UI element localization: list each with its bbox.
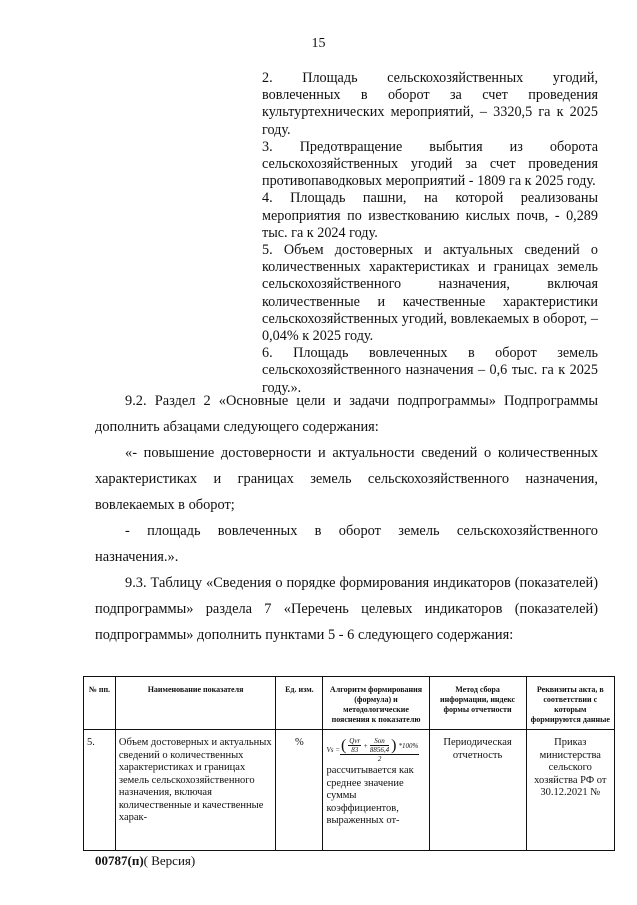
- indicator-item: 4. Площадь пашни, на которой реализованы мероприятия по известкованию кислых почв, - 0,289 тыс. га к 2024 году.: [262, 190, 598, 241]
- paragraph-quote-1: «- повышение достоверности и актуальности сведений о количественных характеристиках и границах земель сельскохозяйственного назначения, вовлекаемых в оборот;: [95, 445, 598, 513]
- indicator-item: 5. Объем достоверных и актуальных сведений о количественных характеристиках и границах земель сельскохозяйственного назначения, включая количественные и качественные характеристики сельскохозяйственных угодий, вовлекаемых в оборот, – 0,04% к 2025 году.: [262, 242, 598, 345]
- footer-suffix: ( Версия): [143, 853, 196, 868]
- header-act: Реквизиты акта, в соответствии с которым формируются данные: [526, 677, 614, 730]
- table-header-row: [84, 677, 615, 730]
- table-row: [84, 730, 615, 851]
- body-text: [95, 388, 598, 648]
- header-method: Метод сбора информации, индекс формы отчетности: [429, 677, 526, 730]
- cell-act: Приказ министерства сельского хозяйства РФ от 30.12.2021 №: [526, 730, 614, 851]
- quoted-indicator-list: [262, 70, 598, 397]
- paragraph-quote-2: - площадь вовлеченных в оборот земель сельскохозяйственного назначения.».: [95, 523, 598, 565]
- formula-denominator: 2: [377, 755, 382, 763]
- header-unit: Ед. изм.: [276, 677, 323, 730]
- algorithm-text: рассчитывается как среднее значение суммы коэффициентов, выраженных от-: [326, 765, 414, 826]
- header-indicator-name: Наименование показателя: [115, 677, 275, 730]
- cell-indicator-name: Объем достоверных и актуальных сведений о количественных характеристиках и границах земель сельскохозяйственного назначения, включая количественные и качественные харак-: [115, 730, 275, 851]
- paragraph-9-3: 9.3. Таблицу «Сведения о порядке формирования индикаторов (показателей) подпрограммы» раздела 7 «Перечень целевых индикаторов (показателей) подпрограммы» дополнить пунктами 5 - 6 следующего содержания:: [95, 575, 598, 643]
- indicator-item: 2. Площадь сельскохозяйственных угодий, вовлеченных в оборот за счет проведения культуртехнических мероприятий, – 3320,5 га к 2025 году.: [262, 70, 598, 138]
- cell-unit: %: [276, 730, 323, 851]
- cell-algorithm: [323, 730, 429, 851]
- page-number: 15: [311, 36, 326, 51]
- cell-number: 5.: [84, 730, 116, 851]
- paragraph-9-2: 9.2. Раздел 2 «Основные цели и задачи подпрограммы» Подпрограммы дополнить абзацами следующего содержания:: [95, 393, 598, 435]
- footer-version: [95, 853, 195, 869]
- formula-lhs: Vs =: [326, 746, 340, 754]
- indicator-item: 6. Площадь вовлеченных в оборот земель сельскохозяйственного назначения – 0,6 тыс. га к 2025 году.».: [262, 345, 598, 396]
- formula-fraction-2: $\frac{\text{Son}}{8856,4}$: [369, 737, 390, 754]
- indicator-item: 3. Предотвращение выбытия из оборота сельскохозяйственных угодий за счет проведения противопаводковых мероприятий - 1809 га к 2025 году.: [262, 138, 598, 190]
- cell-method: Периодическая отчетность: [429, 730, 526, 851]
- footer-code: 00787(п): [95, 853, 144, 868]
- header-algorithm: Алгоритм формирования (формула) и методологические пояснения к показателю: [323, 677, 429, 730]
- formula-fraction-1: $\frac{\text{Qvr}}{83}$: [349, 737, 361, 754]
- header-number: № пп.: [84, 677, 116, 730]
- formula-main-fraction: ( $\frac{\text{Qvr}}{83}$ + $\frac{\text{Son}}{8856,4}$ ) *100% 2: [340, 736, 419, 763]
- indicators-table: [83, 676, 615, 851]
- formula: [326, 737, 425, 763]
